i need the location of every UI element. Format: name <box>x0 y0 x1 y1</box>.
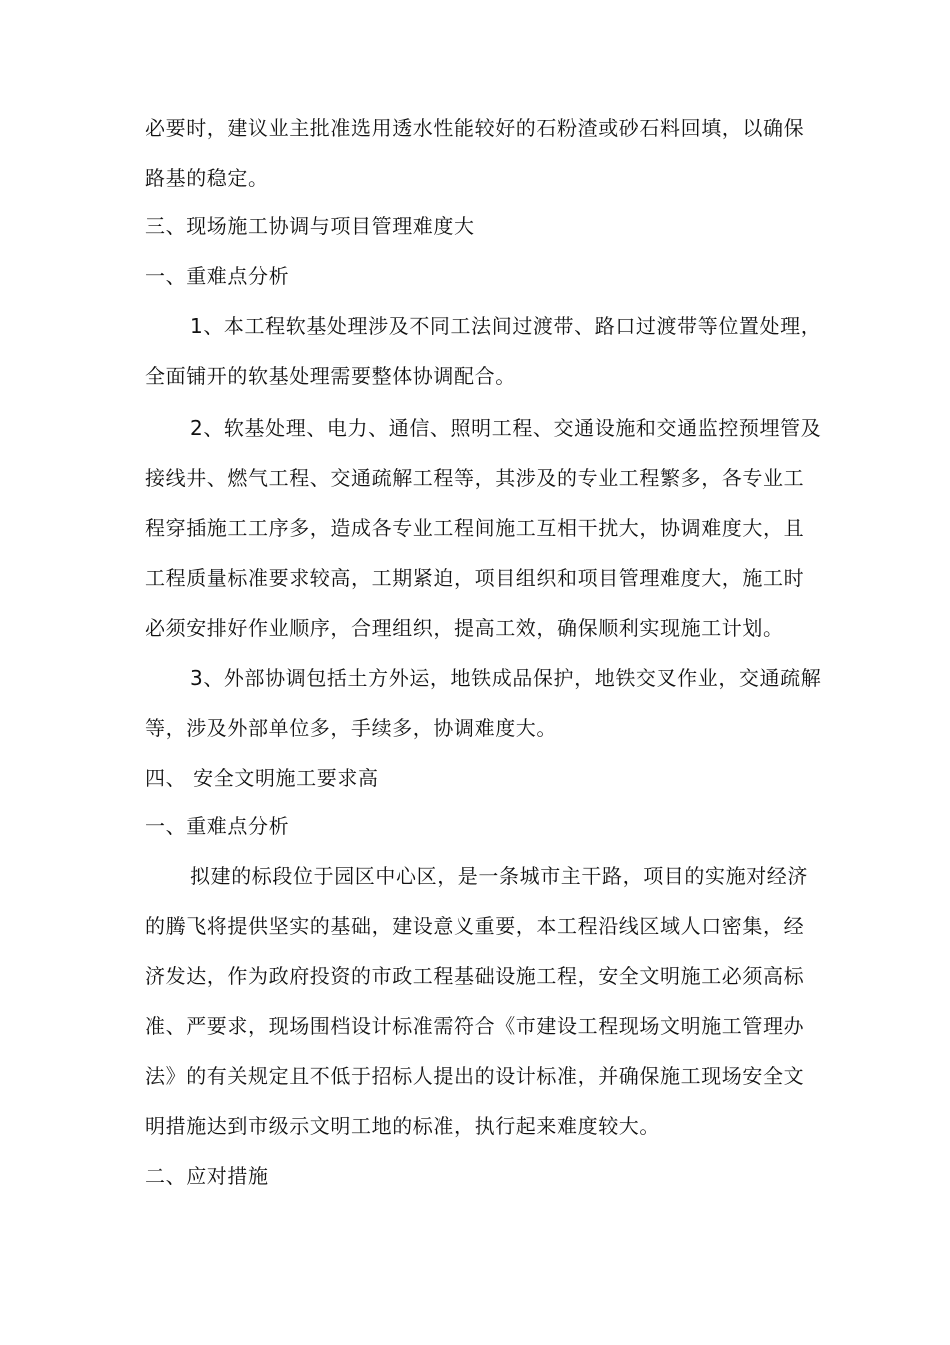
paragraph-line: 2、软基处理、电力、通信、照明工程、交通设施和交通监控预埋管及 <box>190 416 822 440</box>
paragraph-line: 程穿插施工工序多，造成各专业工程间施工互相干扰大，协调难度大，且 <box>145 516 805 540</box>
paragraph-line: 准、严要求，现场围档设计标准需符合《市建设工程现场文明施工管理办 <box>145 1014 805 1038</box>
paragraph-line: 法》的有关规定且不低于招标人提出的设计标准，并确保施工现场安全文 <box>145 1064 805 1088</box>
paragraph-line: 1、本工程软基处理涉及不同工法间过渡带、路口过渡带等位置处理， <box>190 314 822 338</box>
subsection-heading: 一、重难点分析 <box>145 264 290 288</box>
subsection-heading: 二、应对措施 <box>145 1164 269 1188</box>
section-heading: 四、 安全文明施工要求高 <box>145 766 379 790</box>
paragraph-line: 路基的稳定。 <box>145 166 269 190</box>
paragraph-line: 必要时，建议业主批准选用透水性能较好的石粉渣或砂石料回填，以确保 <box>145 116 805 140</box>
paragraph-line: 明措施达到市级示文明工地的标准，执行起来难度较大。 <box>145 1114 660 1138</box>
paragraph-line: 全面铺开的软基处理需要整体协调配合。 <box>145 364 516 388</box>
paragraph-line: 必须安排好作业顺序，合理组织，提高工效，确保顺利实现施工计划。 <box>145 616 784 640</box>
paragraph-line: 济发达，作为政府投资的市政工程基础设施工程，安全文明施工必须高标 <box>145 964 805 988</box>
paragraph-line: 的腾飞将提供坚实的基础，建设意义重要，本工程沿线区域人口密集，经 <box>145 914 805 938</box>
paragraph-line: 3、外部协调包括土方外运，地铁成品保护，地铁交叉作业，交通疏解 <box>190 666 822 690</box>
paragraph-line: 拟建的标段位于园区中心区，是一条城市主干路，项目的实施对经济 <box>190 864 808 888</box>
paragraph-line: 等，涉及外部单位多，手续多，协调难度大。 <box>145 716 557 740</box>
subsection-heading: 一、重难点分析 <box>145 814 290 838</box>
section-heading: 三、现场施工协调与项目管理难度大 <box>145 214 475 238</box>
paragraph-line: 工程质量标准要求较高，工期紧迫，项目组织和项目管理难度大，施工时 <box>145 566 805 590</box>
paragraph-line: 接线井、燃气工程、交通疏解工程等，其涉及的专业工程繁多，各专业工 <box>145 466 805 490</box>
